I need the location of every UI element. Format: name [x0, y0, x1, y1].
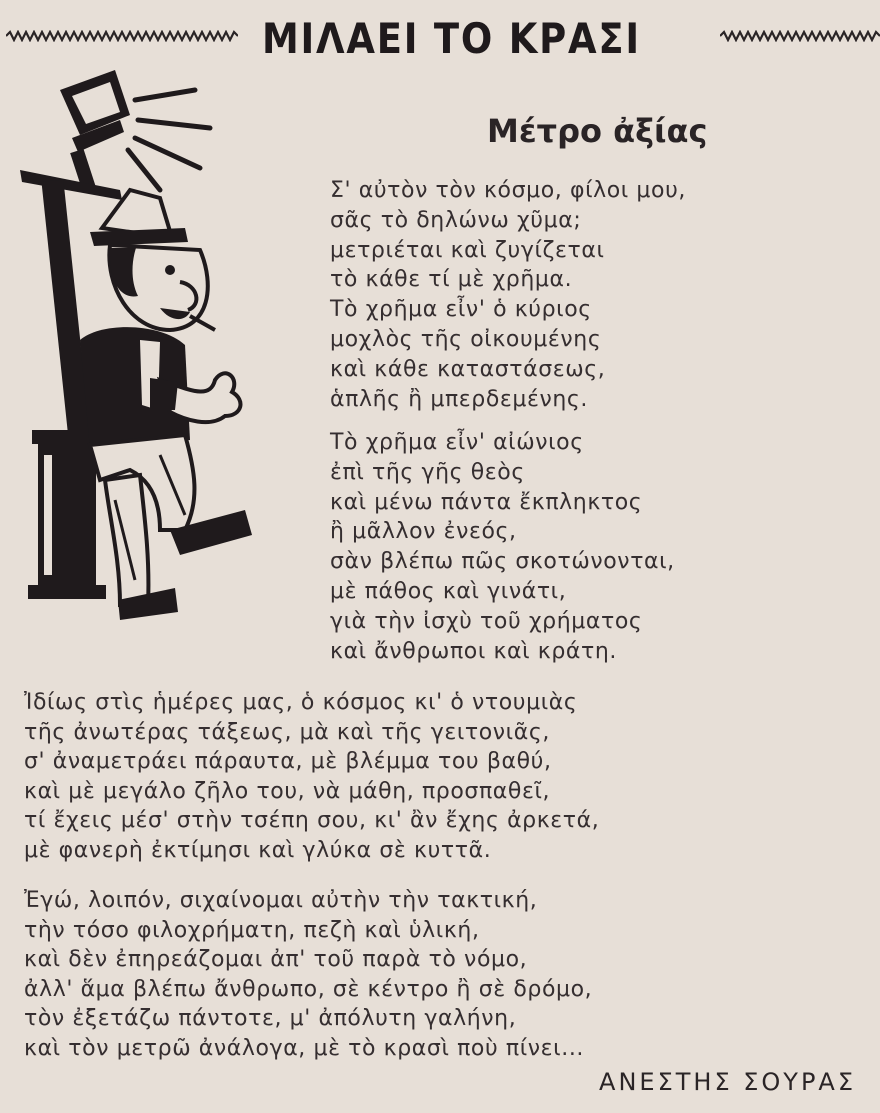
stanza-line: Ἐγώ, λοιπόν, σιχαίνομαι αὐτὴν τὴν τακτική,	[24, 888, 538, 913]
zigzag-rule-left	[6, 30, 238, 42]
stanza-line: ἐπὶ τῆς γῆς θεὸς	[330, 459, 525, 485]
stanza-4	[24, 886, 592, 1063]
stanza-line: Ἰδίως στὶς ἡμέρες μας, ὁ κόσμος κι' ὁ ντουμιὰς	[24, 690, 578, 715]
stanza-line: μοχλὸς τῆς οἰκουμένης	[330, 326, 602, 352]
stanza-line: μετριέται καὶ ζυγίζεται	[330, 237, 605, 263]
stanza-line: σὰν βλέπω πῶς σκοτώνονται,	[330, 549, 675, 575]
stanza-line: τὸ κάθε τί μὲ χρῆμα.	[330, 267, 573, 293]
stanza-line: καὶ τὸν μετρῶ ἀνάλογα, μὲ τὸ κρασὶ ποὺ πίνει...	[24, 1035, 585, 1061]
column-title-text: ΜΙΛΑΕΙ ΤΟ ΚΡΑΣΙ	[262, 14, 641, 63]
stanza-1	[330, 176, 686, 414]
lamp-rays	[128, 90, 210, 190]
drunk-man-by-lamppost-illustration	[10, 60, 260, 620]
stanza-2	[330, 428, 675, 666]
stanza-line: μὲ φανερὴ ἐκτίμησι καὶ γλύκα σὲ κυττᾶ.	[24, 837, 492, 863]
column-title	[262, 14, 641, 63]
author-signature: ΑΝΕΣΤΗΣ ΣΟΥΡΑΣ	[599, 1068, 856, 1096]
stanza-line: σ' ἀναμετράει πάραυτα, μὲ βλέμμα του βαθύ,	[24, 749, 552, 774]
stanza-line: μὲ πάθος καὶ γινάτι,	[330, 578, 567, 604]
stanza-line: σᾶς τὸ δηλώνω χῦμα;	[330, 207, 582, 233]
stanza-line: καὶ δὲν ἐπηρεάζομαι ἀπ' τοῦ παρὰ τὸ νόμο,	[24, 947, 528, 972]
man-figure	[80, 190, 252, 620]
stanza-line: Τὸ χρῆμα εἶν' αἰώνιος	[330, 430, 584, 455]
lantern	[60, 70, 130, 152]
stanza-line: καὶ μένω πάντα ἔκπληκτος	[330, 489, 643, 515]
stanza-line: τί ἔχεις μέσ' στὴν τσέπη σου, κι' ἂν ἔχης ἀρκετά,	[24, 808, 600, 833]
stanza-line: ἁπλῆς ἢ μπερδεμένης.	[330, 386, 589, 412]
stanza-line: τὸν ἐξετάζω πάντοτε, μ' ἀπόλυτη γαλήνη,	[24, 1006, 517, 1031]
poem-title: Μέτρο ἀξίας	[487, 112, 708, 150]
stanza-line: καὶ κάθε καταστάσεως,	[330, 356, 606, 382]
stanza-line: Τὸ χρῆμα εἶν' ὁ κύριος	[330, 297, 592, 323]
stanza-3	[24, 688, 599, 865]
stanza-line: γιὰ τὴν ἰσχὺ τοῦ χρήματος	[330, 608, 643, 634]
stanza-line: ἢ μᾶλλον ἐνεός,	[330, 519, 517, 545]
stanza-line: ἀλλ' ἅμα βλέπω ἄνθρωπο, σὲ κέντρο ἢ σὲ δρόμο,	[24, 976, 593, 1002]
stanza-line: τὴν τόσο φιλοχρήματη, πεζὴ καὶ ὑλική,	[24, 917, 480, 943]
stanza-line: καὶ μὲ μεγάλο ζῆλο του, νὰ μάθη, προσπαθεῖ,	[24, 778, 551, 804]
stanza-line: Σ' αὐτὸν τὸν κόσμο, φίλοι μου,	[330, 178, 687, 203]
stanza-line: καὶ ἄνθρωποι καὶ κράτη.	[330, 638, 618, 664]
zigzag-rule-right	[720, 30, 880, 42]
stanza-line: τῆς ἀνωτέρας τάξεως, μὰ καὶ τῆς γειτονιᾶς,	[24, 719, 550, 745]
